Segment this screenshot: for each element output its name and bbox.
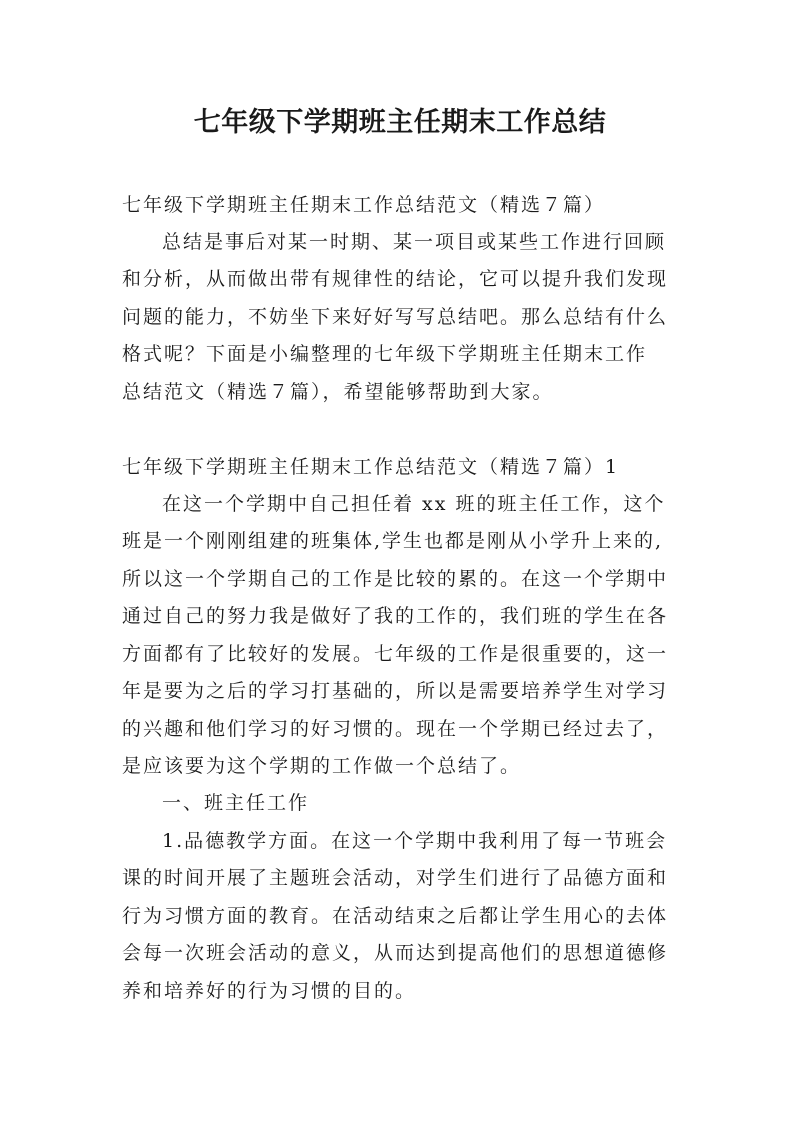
paragraph-line: 方面都有了比较好的发展。七年级的工作是很重要的，这一 xyxy=(122,643,669,665)
paragraph-line: 班是一个刚刚组建的班集体,学生也都是刚从小学升上来的, xyxy=(122,530,664,552)
section-heading: 七年级下学期班主任期末工作总结范文（精选７篇）1 xyxy=(122,456,620,478)
intro-line: 总结范文（精选７篇），希望能够帮助到大家。 xyxy=(122,381,554,403)
intro-line: 格式呢？下面是小编整理的七年级下学期班主任期末工作 xyxy=(122,343,648,365)
paragraph-line: 的兴趣和他们学习的好习惯的。现在一个学期已经过去了， xyxy=(122,718,669,740)
paragraph-line: 所以这一个学期自己的工作是比较的累的。在这一个学期中 xyxy=(122,568,669,590)
intro-line: 问题的能力，不妨坐下来好好写写总结吧。那么总结有什么 xyxy=(122,306,669,328)
paragraph-line: 通过自己的努力我是做好了我的工作的，我们班的学生在各 xyxy=(122,605,669,627)
intro-line: 总结是事后对某一时期、某一项目或某些工作进行回顾 xyxy=(162,231,667,253)
paragraph-line: 课的时间开展了主题班会活动，对学生们进行了品德方面和 xyxy=(122,867,669,889)
paragraph-line: 1.品德教学方面。在这一个学期中我利用了每一节班会 xyxy=(162,830,668,852)
paragraph-line: 是应该要为这个学期的工作做一个总结了。 xyxy=(122,755,522,777)
paragraph-line: 行为习惯方面的教育。在活动结束之后都让学生用心的去体 xyxy=(122,905,669,927)
paragraph-line: 会每一次班会活动的意义，从而达到提高他们的思想道德修 xyxy=(122,942,669,964)
intro-heading: 七年级下学期班主任期末工作总结范文（精选７篇） xyxy=(122,194,606,216)
document-title: 七年级下学期班主任期末工作总结 xyxy=(193,107,607,138)
paragraph-line: 在这一个学期中自己担任着 xx 班的班主任工作，这个 xyxy=(162,493,666,515)
subheading: 一、班主任工作 xyxy=(162,792,310,814)
paragraph-line: 养和培养好的行为习惯的目的。 xyxy=(122,980,417,1002)
intro-line: 和分析，从而做出带有规律性的结论，它可以提升我们发现 xyxy=(122,268,669,290)
paragraph-line: 年是要为之后的学习打基础的，所以是需要培养学生对学习 xyxy=(122,680,669,702)
